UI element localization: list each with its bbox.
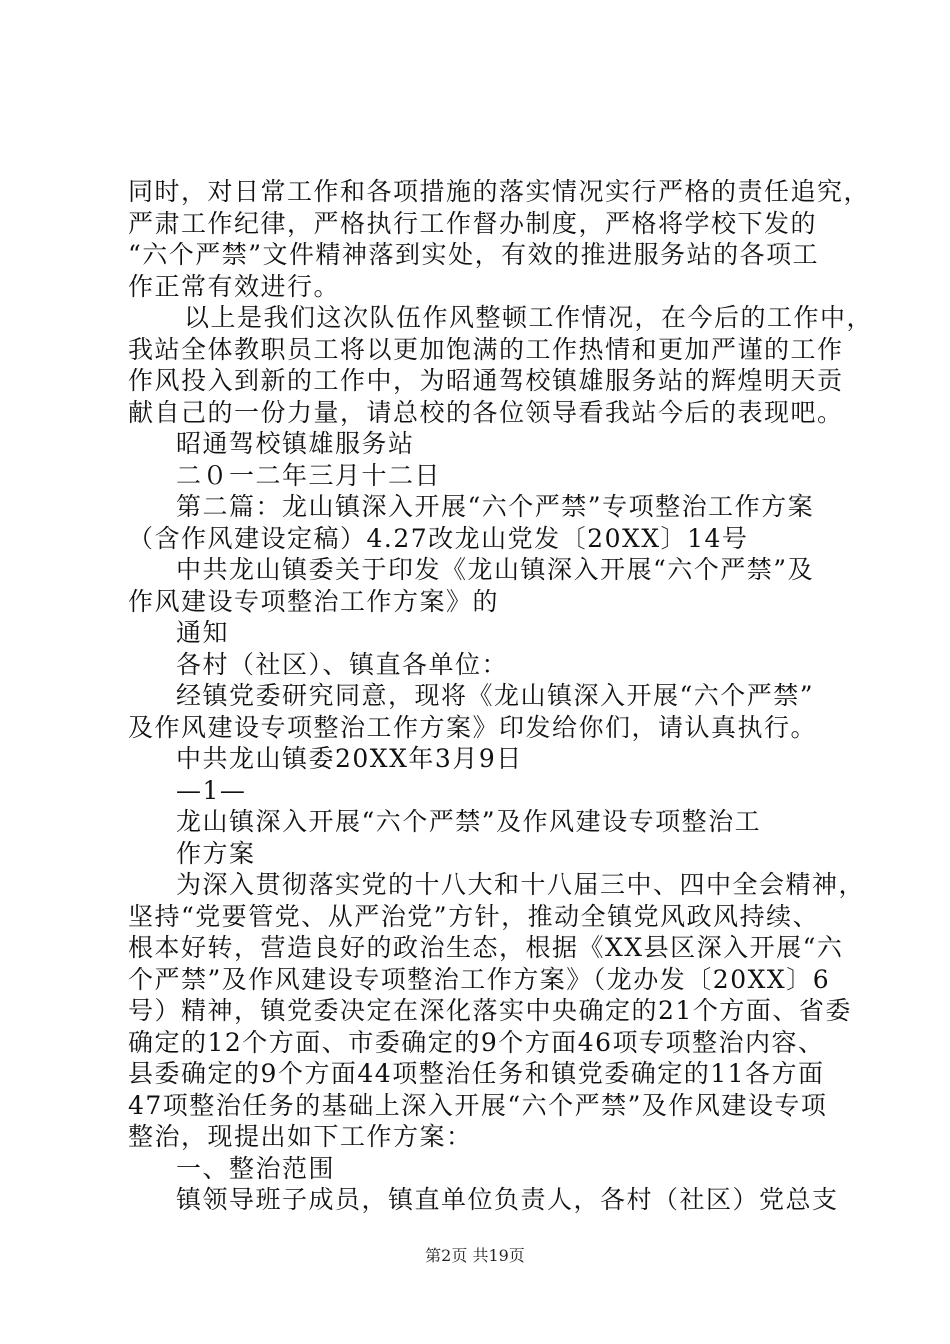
text-line: 龙山镇深入开展“六个严禁”及作风建设专项整治工 xyxy=(176,807,762,836)
text-line: 经镇党委研究同意，现将《龙山镇深入开展“六个严禁” xyxy=(176,681,815,710)
text-line: 我站全体教职员工将以更加饱满的工作热情和更加严谨的工作 xyxy=(128,334,844,364)
text-line: “六个严禁”文件精神落到实处，有效的推进服务站的各项工 xyxy=(128,240,820,269)
text-line: 作风投入到新的工作中，为昭通驾校镇雄服务站的辉煌明天贡 xyxy=(128,366,844,395)
text-line: 昭通驾校镇雄服务站 xyxy=(176,429,415,458)
text-line: 县委确定的9个方面44项整治任务和镇党委确定的11各方面 xyxy=(128,1059,825,1088)
text-line: 各村（社区）、镇直各单位： xyxy=(176,649,509,679)
text-line: 确定的12个方面、市委确定的9个方面46项专项整治内容、 xyxy=(128,1027,825,1057)
text-line: 根本好转，营造良好的政治生态，根据《XX县区深入开展“六 xyxy=(128,933,844,962)
text-line: 作风建设专项整治工作方案》的 xyxy=(128,586,500,616)
text-line: 同时，对日常工作和各项措施的落实情况实行严格的责任追究， xyxy=(128,177,871,206)
text-line: 为深入贯彻落实党的十八大和十八届三中、四中全会精神， xyxy=(176,870,866,899)
text-line: 作方案 xyxy=(176,838,256,868)
text-line: —1— xyxy=(176,775,247,805)
text-line: 一、整治范围 xyxy=(176,1153,336,1183)
page-footer: 第2页 共19页 xyxy=(425,1246,525,1265)
document-body xyxy=(128,176,874,1216)
text-line: 镇领导班子成员，镇直单位负责人，各村（社区）党总支 xyxy=(176,1185,839,1214)
text-line: 及作风建设专项整治工作方案》印发给你们，请认真执行。 xyxy=(128,712,818,742)
text-line: 号）精神，镇党委决定在深化落实中央确定的21个方面、省委 xyxy=(128,996,852,1025)
text-line: 坚持“党要管党、从严治党”方针，推动全镇党风政风持续、 xyxy=(128,901,820,931)
text-line: 作正常有效进行。 xyxy=(128,271,341,301)
text-line: （含作风建设定稿）4.27改龙山党发〔20XX〕14号 xyxy=(128,523,749,553)
text-line: 个严禁”及作风建设专项整治工作方案》（龙办发〔20XX〕6 xyxy=(128,964,831,994)
text-line: 中共龙山镇委20XX年3月9日 xyxy=(176,744,523,773)
text-line: 中共龙山镇委关于印发《龙山镇深入开展“六个严禁”及 xyxy=(176,555,815,584)
text-line: 严肃工作纪律，严格执行工作督办制度，严格将学校下发的 xyxy=(128,208,818,238)
text-line: 献自己的一份力量，请总校的各位领导看我站今后的表现吧。 xyxy=(128,397,844,427)
text-line: 整治，现提出如下工作方案： xyxy=(128,1122,473,1151)
text-line: 二０一二年三月十二日 xyxy=(176,460,442,490)
text-line: 通知 xyxy=(176,618,230,647)
text-line: 以上是我们这次队伍作风整顿工作情况，在今后的工作中， xyxy=(184,303,874,332)
text-line: 47项整治任务的基础上深入开展“六个严禁”及作风建设专项 xyxy=(128,1090,828,1120)
text-line: 第二篇：龙山镇深入开展“六个严禁”专项整治工作方案 xyxy=(176,492,815,521)
